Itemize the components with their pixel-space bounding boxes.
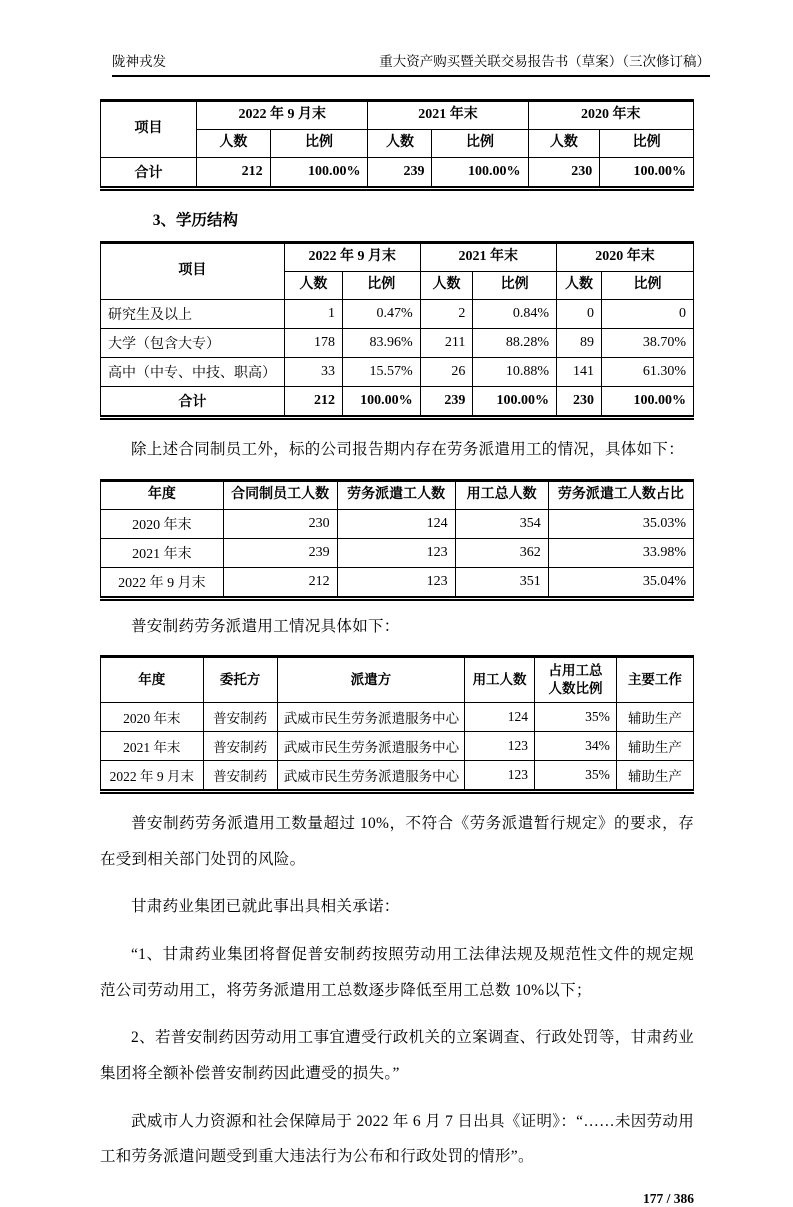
table-cell: 124	[337, 510, 455, 539]
table-cell: 26	[420, 357, 473, 386]
column-header: 2020 年末	[556, 242, 693, 271]
table-cell: 100.00%	[432, 157, 528, 188]
header-left-title: 陇神戎发	[112, 54, 166, 69]
column-header: 人数	[556, 271, 601, 299]
table-cell: 35.03%	[548, 510, 693, 539]
table-cell: 2020 年末	[101, 510, 224, 539]
column-header: 占用工总人数比例	[535, 656, 617, 702]
table-cell: 100.00%	[473, 386, 557, 417]
table-row	[101, 568, 694, 599]
table-cell: 230	[223, 510, 337, 539]
column-header: 2021 年末	[368, 101, 528, 130]
column-header: 劳务派遣工人数占比	[548, 481, 693, 510]
table-cell: 0.84%	[473, 299, 557, 328]
table-row	[101, 510, 694, 539]
table-row	[101, 299, 694, 328]
column-header: 用工人数	[465, 656, 535, 702]
column-header: 项目	[101, 101, 197, 158]
column-header: 派遣方	[277, 656, 464, 702]
table-cell: 10.88%	[473, 357, 557, 386]
table-cell: 0	[602, 299, 694, 328]
table-row	[101, 328, 694, 357]
table-cell: 212	[284, 386, 342, 417]
table-cell: 83.96%	[342, 328, 420, 357]
running-header	[112, 50, 710, 77]
table-cell: 212	[223, 568, 337, 599]
column-header: 年度	[101, 656, 204, 702]
table-cell: 35%	[535, 761, 617, 792]
column-header: 劳务派遣工人数	[337, 481, 455, 510]
column-header: 人数	[420, 271, 473, 299]
table-row	[101, 157, 694, 188]
table-cell: 123	[337, 568, 455, 599]
table-cell: 33.98%	[548, 539, 693, 568]
table-cell: 辅助生产	[616, 703, 693, 732]
table-cell: 辅助生产	[616, 761, 693, 792]
table-cell: 武威市民生劳务派遣服务中心	[277, 703, 464, 732]
column-header: 人数	[284, 271, 342, 299]
column-header: 比例	[600, 129, 694, 157]
table-cell: 61.30%	[602, 357, 694, 386]
table-cell: 大学（包含大专）	[101, 328, 285, 357]
table-cell: 0	[556, 299, 601, 328]
column-header: 2020 年末	[528, 101, 693, 130]
column-header: 人数	[197, 129, 271, 157]
table-cell: 123	[465, 732, 535, 761]
column-header: 项目	[101, 242, 285, 299]
table-cell: 38.70%	[602, 328, 694, 357]
table-row	[101, 761, 694, 792]
table-cell: 239	[223, 539, 337, 568]
column-header: 2022 年 9 月末	[284, 242, 420, 271]
table-cell: 2	[420, 299, 473, 328]
table-cell: 33	[284, 357, 342, 386]
table-cell: 合计	[101, 386, 285, 417]
column-header: 合同制员工人数	[223, 481, 337, 510]
column-header: 2021 年末	[420, 242, 556, 271]
table-row	[101, 539, 694, 568]
table-cell: 100.00%	[600, 157, 694, 188]
column-header: 比例	[602, 271, 694, 299]
table-cell: 89	[556, 328, 601, 357]
table-cell: 230	[556, 386, 601, 417]
column-header: 比例	[342, 271, 420, 299]
table-cell: 2020 年末	[101, 703, 204, 732]
education-structure-table	[100, 241, 694, 420]
column-header: 比例	[270, 129, 368, 157]
paragraph-commitment-2: 2、若普安制药因劳动用工事宜遭受行政机关的立案调查、行政处罚等，甘肃药业集团将全额补偿普安制药因此遭受的损失。”	[100, 1029, 694, 1083]
header-right-title: 重大资产购买暨关联交易报告书（草案）（三次修订稿）	[379, 54, 710, 69]
table-cell: 普安制药	[203, 703, 277, 732]
table-cell: 100.00%	[342, 386, 420, 417]
table-cell: 123	[465, 761, 535, 792]
paragraph-commitment-1: “1、甘肃药业集团将督促普安制药按照劳动用工法律法规及规范性文件的规定规范公司劳动用工，将劳务派遣用工总数逐步降低至用工总数 10%以下；	[100, 946, 694, 999]
column-header: 用工总人数	[455, 481, 548, 510]
table-cell: 88.28%	[473, 328, 557, 357]
table-cell: 351	[455, 568, 548, 599]
table-cell: 239	[368, 157, 432, 188]
table-cell: 35%	[535, 703, 617, 732]
table-cell: 2021 年末	[101, 539, 224, 568]
column-header: 年度	[101, 481, 224, 510]
table-cell: 2022 年 9 月末	[101, 761, 204, 792]
table-cell: 2022 年 9 月末	[101, 568, 224, 599]
table-cell: 239	[420, 386, 473, 417]
table-cell: 34%	[535, 732, 617, 761]
column-header: 比例	[473, 271, 557, 299]
table-cell: 2021 年末	[101, 732, 204, 761]
column-header: 主要工作	[616, 656, 693, 702]
table-row	[101, 386, 694, 417]
total-headcount-table	[100, 99, 694, 191]
table-cell: 15.57%	[342, 357, 420, 386]
table-cell: 高中（中专、中技、职高）	[101, 357, 285, 386]
paragraph-certificate: 武威市人力资源和社会保障局于 2022 年 6 月 7 日出具《证明》：“……未因劳动用工和劳务派遣问题受到重大违法行为公布和行政处罚的情形”。	[100, 1112, 694, 1166]
table-cell: 普安制药	[203, 761, 277, 792]
column-header: 2022 年 9 月末	[197, 101, 368, 130]
table-cell: 武威市民生劳务派遣服务中心	[277, 761, 464, 792]
labor-dispatch-table	[100, 479, 694, 601]
table-cell: 合计	[101, 157, 197, 188]
table-cell: 354	[455, 510, 548, 539]
paragraph-risk: 普安制药劳务派遣用工数量超过 10%，不符合《劳务派遣暂行规定》的要求，存在受到相关部门处罚的风险。	[100, 815, 694, 868]
paragraph-commitment-intro: 甘肃药业集团已就此事出具相关承诺：	[131, 898, 400, 916]
table-cell: 100.00%	[270, 157, 368, 188]
paragraph-dispatch-intro: 除上述合同制员工外，标的公司报告期内存在劳务派遣用工的情况，具体如下：	[131, 440, 685, 458]
table-cell: 35.04%	[548, 568, 693, 599]
table-cell: 100.00%	[602, 386, 694, 417]
table-cell: 362	[455, 539, 548, 568]
table-cell: 212	[197, 157, 271, 188]
table-cell: 研究生及以上	[101, 299, 285, 328]
table-row	[101, 357, 694, 386]
table-cell: 123	[337, 539, 455, 568]
table-row	[101, 703, 694, 732]
table-cell: 普安制药	[203, 732, 277, 761]
paragraph-puan-intro: 普安制药劳务派遣用工情况具体如下：	[131, 618, 400, 636]
table-cell: 124	[465, 703, 535, 732]
column-header: 人数	[528, 129, 600, 157]
table-cell: 141	[556, 357, 601, 386]
table-cell: 230	[528, 157, 600, 188]
table-cell: 1	[284, 299, 342, 328]
table-cell: 武威市民生劳务派遣服务中心	[277, 732, 464, 761]
table-row	[101, 732, 694, 761]
table-cell: 0.47%	[342, 299, 420, 328]
table-cell: 178	[284, 328, 342, 357]
page-number: 177 / 386	[642, 1190, 694, 1206]
column-header: 比例	[432, 129, 528, 157]
table-cell: 211	[420, 328, 473, 357]
puan-dispatch-table	[100, 655, 694, 794]
section-heading: 3、学历结构	[152, 211, 238, 229]
column-header: 人数	[368, 129, 432, 157]
column-header: 委托方	[203, 656, 277, 702]
table-cell: 辅助生产	[616, 732, 693, 761]
